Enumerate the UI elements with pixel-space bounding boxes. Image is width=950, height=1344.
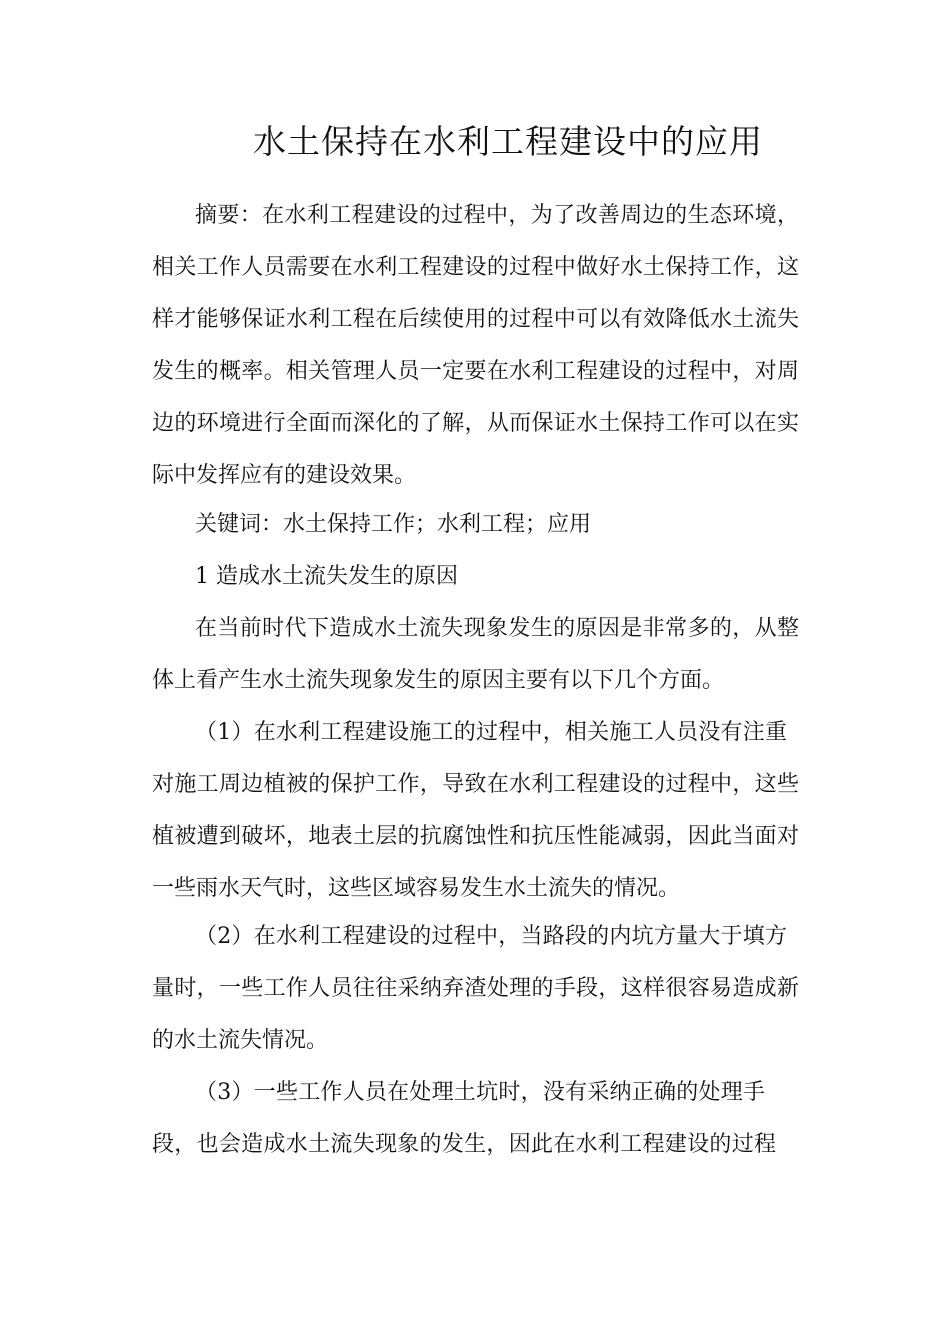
document-title: 水土保持在水利工程建设中的应用 (253, 122, 763, 161)
section-heading: 1 造成水土流失发生的原因 (195, 564, 458, 589)
abstract-line-5: 边的环境进行全面而深化的了解，从而保证水土保持工作可以在实 (152, 411, 799, 436)
paragraph-1-line-2: 体上看产生水土流失现象发生的原因主要有以下几个方面。 (152, 668, 725, 693)
item-3-line-2: 段，也会造成水土流失现象的发生，因此在水利工程建设的过程 (152, 1132, 776, 1157)
item-2-line-1: （2）在水利工程建设的过程中，当路段的内坑方量大于填方 (195, 924, 787, 949)
paragraph-1-line-1: 在当前时代下造成水土流失现象发生的原因是非常多的，从整 (195, 616, 799, 641)
item-2-line-2: 量时，一些工作人员往往采纳弃渣处理的手段，这样很容易造成新 (152, 976, 799, 1001)
item-1-line-4: 一些雨水天气时，这些区域容易发生水土流失的情况。 (152, 876, 681, 901)
item-3-line-1: （3）一些工作人员在处理土坑时，没有采纳正确的处理手 (195, 1080, 765, 1105)
item-1-line-3: 植被遭到破坏，地表土层的抗腐蚀性和抗压性能减弱，因此当面对 (152, 824, 799, 849)
item-2-line-3: 的水土流失情况。 (152, 1028, 329, 1053)
item-1-line-2: 对施工周边植被的保护工作，导致在水利工程建设的过程中，这些 (152, 772, 799, 797)
abstract-line-4: 发生的概率。相关管理人员一定要在水利工程建设的过程中，对周 (152, 359, 799, 384)
abstract-line-3: 样才能够保证水利工程在后续使用的过程中可以有效降低水土流失 (152, 307, 799, 332)
abstract-line-1: 摘要：在水利工程建设的过程中，为了改善周边的生态环境， (195, 203, 799, 228)
item-1-line-1: （1）在水利工程建设施工的过程中，相关施工人员没有注重 (195, 720, 787, 745)
abstract-line-6: 际中发挥应有的建设效果。 (152, 463, 417, 488)
abstract-line-2: 相关工作人员需要在水利工程建设的过程中做好水土保持工作，这 (152, 255, 799, 280)
keywords-line: 关键词：水土保持工作；水利工程；应用 (195, 512, 592, 537)
